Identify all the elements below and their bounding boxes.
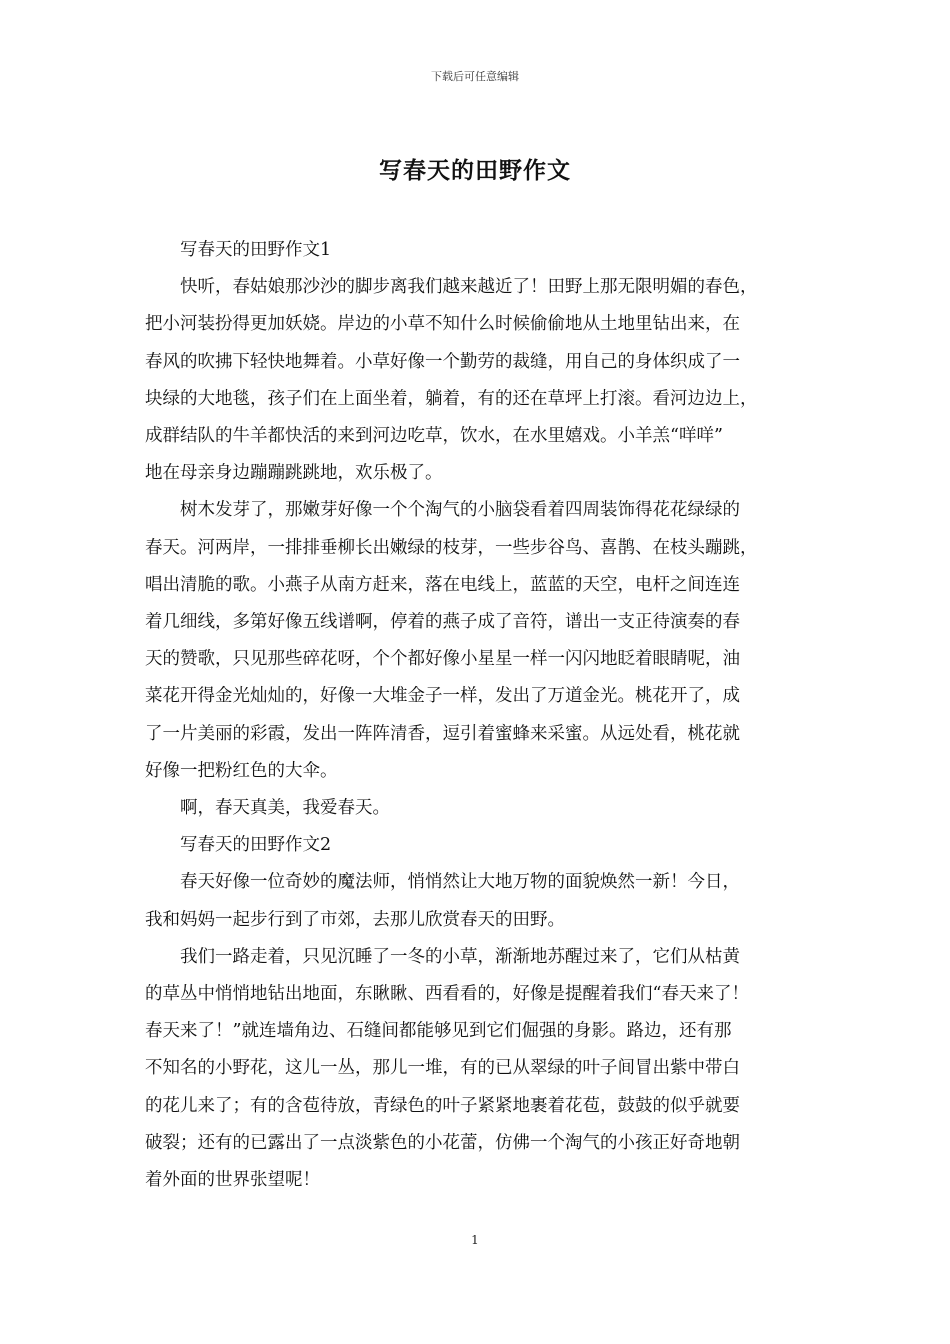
document-body xyxy=(145,232,825,1199)
page-number: 1 xyxy=(471,1233,479,1247)
paragraph: 啊，春天真美，我爱春天。 xyxy=(180,798,390,819)
paragraph: 我们一路走着，只见沉睡了一冬的小草，渐渐地苏醒过来了，它们从枯黄 的草丛中悄悄地钻出地面，东瞅瞅、西看看的，好像是提醒着我们“春天来了！ 春天来了！”就连墙角边、石缝间都能够见到它们倔强的身影。路边，还有那 不知名的小野花，这儿一丛，那儿一堆，有的已从翠绿的叶子间冒出紫中带白 的花儿来了；有的含苞待放，青绿色的叶子紧紧地裹着花苞，鼓鼓的似乎就要 破裂；还有的已露出了一点淡紫色的小花蕾，仿佛一个淘气的小孩正好奇地朝 着外面的世界张望呢！ xyxy=(145,946,749,1191)
document-title: 写春天的田野作文 xyxy=(379,157,571,184)
section-heading-2: 写春天的田野作文2 xyxy=(180,835,332,856)
paragraph: 树木发芽了，那嫩芽好像一个个淘气的小脑袋看着四周装饰得花花绿绿的 春天。河两岸，一排排垂柳长出嫩绿的枝芽，一些步谷鸟、喜鹊、在枝头蹦跳， 唱出清脆的歌。小燕子从南方赶来，落在电线上，蓝蓝的天空，电杆之间连连 着几细线，多第好像五线谱啊，停着的燕子成了音符，谱出一支正待演奏的春 天的赞歌，只见那些碎花呀，个个都好像小星星一样一闪闪地眨着眼睛呢，油 菜花开得金光灿灿的，好像一大堆金子一样，发出了万道金光。桃花开了，成 了一片美丽的彩霞，发出一阵阵清香，逗引着蜜蜂来采蜜。从远处看，桃花就 好像一把粉红色的大伞。 xyxy=(145,500,758,781)
paragraph: 快听，春姑娘那沙沙的脚步离我们越来越近了！田野上那无限明媚的春色， 把小河装扮得更加妖娆。岸边的小草不知什么时候偷偷地从土地里钻出来，在 春风的吹拂下轻快地舞着。小草好像一个勤劳的裁缝，用自己的身体织成了一 块绿的大地毯，孩子们在上面坐着，躺着，有的还在草坪上打滚。看河边边上， 成群结队的牛羊都快活的来到河边吃草，饮水，在水里嬉戏。小羊羔“咩咩” 地在母亲身边蹦蹦跳跳地，欢乐极了。 xyxy=(145,277,758,484)
paragraph: 春天好像一位奇妙的魔法师，悄悄然让大地万物的面貌焕然一新！今日， 我和妈妈一起步行到了市郊，去那儿欣赏春天的田野。 xyxy=(145,872,740,930)
page-header-note: 下载后可任意编辑 xyxy=(431,70,519,83)
section-heading-1: 写春天的田野作文1 xyxy=(180,240,332,260)
